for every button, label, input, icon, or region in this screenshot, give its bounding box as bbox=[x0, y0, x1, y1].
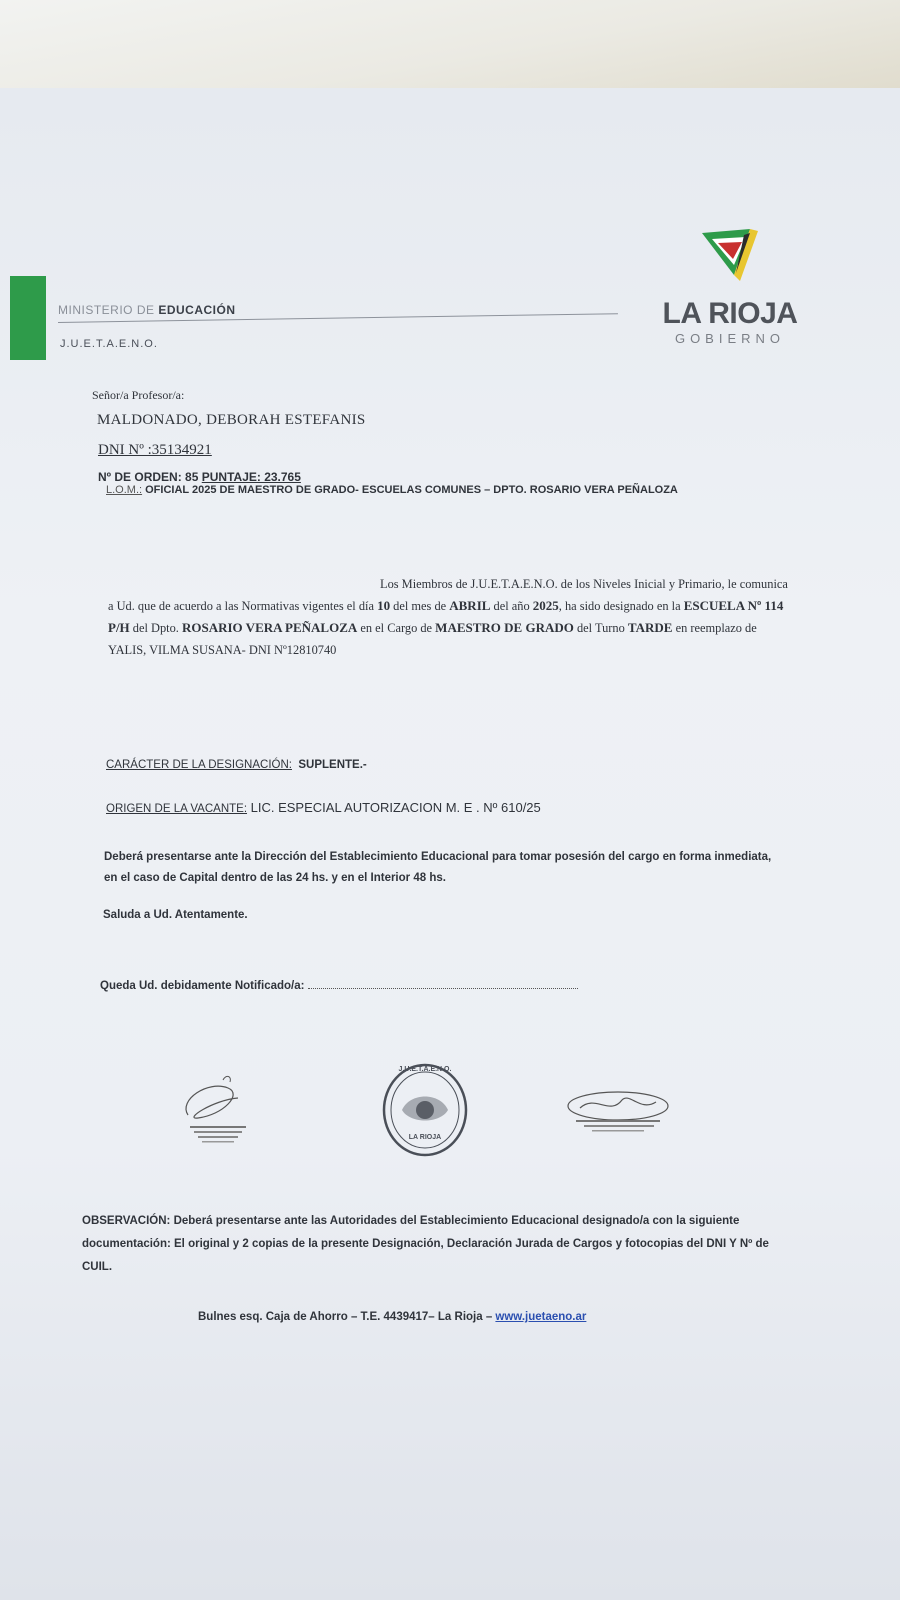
body-dpto: ROSARIO VERA PEÑALOZA bbox=[181, 620, 358, 635]
salutation: Señor/a Profesor/a: bbox=[92, 388, 185, 402]
caracter-line bbox=[106, 759, 367, 771]
origen-label: ORIGEN DE LA VACANTE: bbox=[106, 803, 248, 815]
body-text: del Dpto. bbox=[129, 621, 182, 635]
designation-paragraph bbox=[108, 573, 788, 661]
body-year: 2025 bbox=[532, 598, 559, 613]
caracter-label: CARÁCTER DE LA DESIGNACIÓN: bbox=[106, 759, 292, 771]
signature-left bbox=[168, 1070, 268, 1150]
body-text: del año bbox=[490, 599, 533, 613]
body-text: , ha sido designado en la bbox=[558, 599, 684, 613]
lom-label: L.O.M.: bbox=[106, 484, 143, 496]
website-link[interactable]: www.juetaeno.ar bbox=[495, 1311, 587, 1323]
la-rioja-logo bbox=[660, 225, 800, 350]
body-day: 10 bbox=[377, 598, 391, 613]
observation-paragraph bbox=[82, 1210, 802, 1279]
footer-address bbox=[198, 1311, 586, 1323]
logo-subtitle: GOBIERNO bbox=[674, 331, 786, 346]
body-text: en reemplazo de YALIS, VILMA SUSANA- DNI Nº12810740 bbox=[108, 621, 757, 657]
ministry-name: EDUCACIÓN bbox=[158, 303, 236, 317]
observation-label: OBSERVACIÓN: bbox=[82, 1215, 171, 1227]
background-surface bbox=[0, 0, 900, 92]
observation-text: Deberá presentarse ante las Autoridades del Establecimiento Educacional designado/a con la siguiente documentación: El original y 2 copias de la presente Designación, Declaración Jurada de Cargos y fotocopias del DNI Y Nº de CUIL. bbox=[82, 1215, 769, 1273]
lom-line bbox=[106, 484, 678, 496]
body-turno: TARDE bbox=[627, 620, 673, 635]
notification-line bbox=[100, 979, 578, 992]
body-text: Los Miembros de J.U.E.T.A.E.N.O. de los Niveles Inicial y Primario, le comunica a Ud. que de acuerdo a las Normativas vigentes el día bbox=[108, 577, 788, 613]
puntaje: PUNTAJE: 23.765 bbox=[201, 470, 301, 484]
instructions-paragraph: Deberá presentarse ante la Dirección del Establecimiento Educacional para tomar posesión del cargo en forma inmediata, en el caso de Capital dentro de las 24 hs. y en el Interior 48 hs. bbox=[104, 851, 772, 884]
orden-number: Nº DE ORDEN: 85 bbox=[98, 470, 199, 484]
orden-line bbox=[98, 470, 301, 484]
signature-right bbox=[560, 1082, 680, 1140]
green-accent-bar bbox=[10, 276, 46, 360]
recipient-name: MALDONADO, DEBORAH ESTEFANIS bbox=[97, 412, 366, 428]
body-month: ABRIL bbox=[449, 598, 491, 613]
notification-label: Queda Ud. debidamente Notificado/a: bbox=[100, 980, 305, 992]
caracter-value: SUPLENTE.- bbox=[298, 759, 367, 771]
ministry-heading bbox=[58, 303, 236, 317]
seal-text-top: J.U.E.T.A.E.N.O. bbox=[398, 1066, 452, 1073]
closing-greeting: Saluda a Ud. Atentamente. bbox=[103, 909, 248, 921]
logo-title: LA RIOJA bbox=[662, 297, 798, 330]
recipient-dni: DNI Nº :35134921 bbox=[98, 442, 212, 458]
body-text: del mes de bbox=[390, 599, 450, 613]
department-name: J.U.E.T.A.E.N.O. bbox=[60, 338, 158, 350]
body-school: ESCUELA Nº 114 P/H bbox=[108, 598, 784, 635]
footer-text: Bulnes esq. Caja de Ahorro – T.E. 4439417– La Rioja – bbox=[198, 1311, 496, 1323]
lom-text: OFICIAL 2025 DE MAESTRO DE GRADO- ESCUELAS COMUNES – DPTO. ROSARIO VERA PEÑALOZA bbox=[145, 484, 678, 496]
seal-text-bottom: LA RIOJA bbox=[408, 1134, 442, 1141]
body-text: del Turno bbox=[573, 621, 628, 635]
signature-blank bbox=[308, 979, 578, 989]
origen-value: LIC. ESPECIAL AUTORIZACION M. E . Nº 610/25 bbox=[250, 800, 541, 815]
body-cargo: MAESTRO DE GRADO bbox=[435, 620, 574, 635]
ministry-prefix: MINISTERIO DE bbox=[58, 303, 159, 317]
body-text: en el Cargo de bbox=[357, 621, 436, 635]
la-rioja-logo-icon bbox=[700, 225, 760, 285]
official-seal bbox=[380, 1062, 470, 1158]
origen-line bbox=[106, 800, 541, 815]
